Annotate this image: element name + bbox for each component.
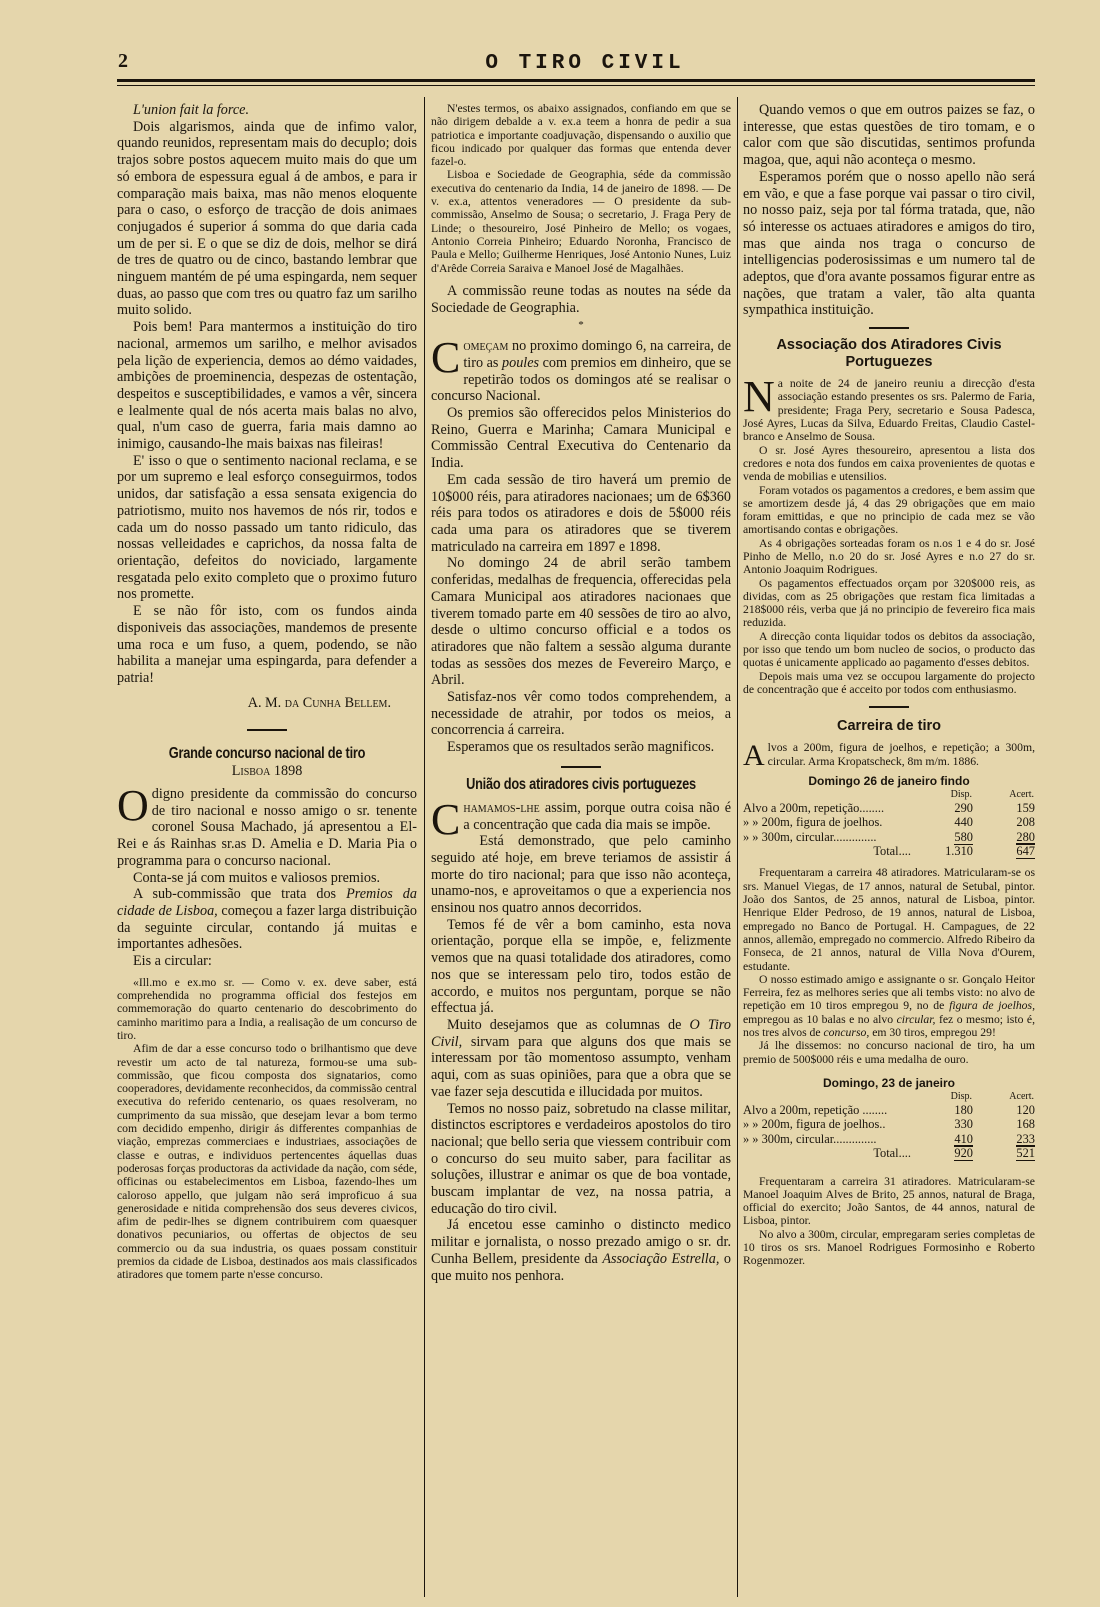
paragraph: Temos fé de vêr a bom caminho, esta nova orientação, porque ella se impõe, e, felizmente vemos que na quasi totalidade dos atiradores, como nos que se interessam pelo tiro, todos estão de accordo, e muitos nos perguntam, porque se não effectua já. xyxy=(431,916,731,1017)
table-row: » » 300m, circular.............. 410 233 xyxy=(743,1131,1035,1146)
article-signature: A. M. da Cunha Bellem. xyxy=(247,694,391,711)
paragraph-part: sirvam para que alguns dos que mais se interessam por tão momentoso assumpto, venham aqui, com as suas opiniões, para que a obra que se vae fazer seja descutida e illucidada por muitos. xyxy=(431,1033,731,1100)
paragraph-emphasis: poules xyxy=(502,354,540,371)
paragraph: A commissão reune todas as noutes na séde da Sociedade de Geographia. xyxy=(431,282,731,316)
paragraph: Conta-se já com muitos e valiosos premios. xyxy=(133,869,381,886)
paragraph-part: no proximo domingo 6, na carreira, de tiro as xyxy=(463,338,731,371)
column-divider xyxy=(424,97,425,1597)
paragraph: As 4 obrigações sorteadas foram os n.os 1 e 4 do sr. José Pinho de Mello, n.o 20 do sr. José Ayres e n.o 27 do sr. Antonio Joaquim Rodrigues. xyxy=(743,536,1035,577)
article-heading: Associação dos Atiradores Civis Portuguezes xyxy=(776,337,1002,371)
table-title: Domingo 26 de janeiro findo xyxy=(808,773,970,788)
paragraph-part: hamamos-lhe xyxy=(463,799,540,816)
paragraph-part: com premios em dinheiro, que se repetirão todos os domingos até se realisar o concurso Nacional. xyxy=(431,354,731,405)
circular-text: «Ill.mo e ex.mo sr. — Como v. ex. deve saber, está comprehendida no programma official dos festejos em commemoração do quarto centenario do descobrimento do caminho maritimo para a India, a realisação de um concurso de tiro. xyxy=(117,975,417,1042)
shooting-results-table xyxy=(743,1090,1035,1161)
paragraph: Já lhe dissemos: no concurso nacional de tiro, ha um premio de 500$000 réis e uma medalha de ouro. xyxy=(743,1039,1035,1066)
paragraph: Em cada sessão de tiro haverá um premio de 10$000 réis, para atiradores nacionaes; um de 6$360 réis para todos os atiradores e dois de 5$000 réis cada uma para os atiradores que se tiverem matriculado na carreira em 1897 e 1898. xyxy=(431,471,731,555)
table-header: Acert. xyxy=(1009,1090,1034,1102)
paragraph: digno presidente da commissão do concurso de tiro nacional e nosso amigo o sr. tenente coronel Sousa Machado, já apresentou a El-Rei e ás Rainhas sr.as D. Amelia e D. Maria Pia o programma para o concurso nacional. xyxy=(117,786,417,869)
page-number: 2 xyxy=(118,50,128,72)
circular-text: Afim de dar a esse concurso todo o brilhantismo que deve revestir um acto de tal natureza, formou-se uma sub-commissão, que ficou composta dos signatarios, como cooperadores, devidamente reconhecidos, da commissão central executiva do referido centenario, os quaes resolveram, no cumprimento da sua missão, que desejam levar a bom termo com decidido empenho, dirigir ás differentes companhias de viação, emprezas commerciaes e industriaes, associações de classe e outras, e individuos pertencentes áquellas duas poderosas forças productoras da actividade da nação, com séde, officinas ou estabelecimentos em Lisboa, fazendo-lhes um caloroso appello, que julgam não será improficuo á sua generosidade e nitida comprehensão dos seus deveres civicos, afim de pedir-lhes se dignem contribuirem com quaesquer donativos pecuniarios, ou offertas de objectos de seu commercio ou da sua industria, os quaes possam constituir premios da cidade de Lisboa, destinados aos mais classificados atiradores que tomem parte n'esse concurso. xyxy=(117,1042,417,1282)
article-heading: Grande concurso nacional de tiro xyxy=(168,745,366,763)
paragraph: Foram votados os pagamentos a credores, e bem assim que se amortizem desde já, 4 das 29 obrigações que em maio foram emittidas, e que no principio de cada mez se vão amortisando contas e obrigações. xyxy=(743,483,1035,537)
table-total-row: Total.... 1.310 647 xyxy=(873,844,1035,859)
paragraph: Quando vemos o que em outros paizes se faz, o interesse, que estas questões de tiro tomam, e o calor com que são discutidas, sentimos profunda magoa, que, aqui não aconteça o mesmo. xyxy=(743,102,1035,169)
table-title: Domingo, 23 de janeiro xyxy=(822,1075,956,1090)
paragraph: O sr. José Ayres thesoureiro, apresentou a lista dos credores e nota dos fundos em caixa provenientes de quotas e venda de mobilias e utensilios. xyxy=(743,443,1035,484)
paragraph: Satisfaz-nos vêr como todos comprehendem, a necessidade de atrahir, por todos os meios, a concorrencia á carreira. xyxy=(431,689,731,739)
paragraph-part: em 30 tiros, empregou 29! xyxy=(872,1026,996,1040)
column-1 xyxy=(117,102,417,1602)
article-heading: União dos atiradores civis portuguezes xyxy=(466,775,696,793)
article-epigraph: L'union fait la force. xyxy=(133,102,250,118)
paragraph-part: empregou as 10 balas e no alvo xyxy=(743,1012,894,1026)
paragraph-emphasis: figura de joelhos, xyxy=(949,999,1035,1013)
table-header: Disp. xyxy=(950,1090,972,1102)
paragraph: lvos a 200m, figura de joelhos, e repetição; a 300m, circular. Arma Kropatscheck, 8m m/m. 1886. xyxy=(767,741,1035,768)
paragraph: E' isso o que o sentimento nacional reclama, e se por um supremo e leal esforço conseguirmos, todos unidos, dar satisfação a essa sensata exigencia do patriotismo, muito nos havemos de nós rir, todos e cada um do nosso passado um tanto ridiculo, das nossas velleidades e caprichos, da nossa falta de orientação, defeitos do noviciado, largamente resgatada pelo exito completo que o proximo futuro nos promette. xyxy=(117,452,417,603)
shooting-results-table xyxy=(743,788,1035,859)
paragraph: Os premios são offerecidos pelos Ministerios do Reino, Guerra e Marinha; Camara Municipal e Commissão Central Executiva do Centenario da India. xyxy=(431,405,731,472)
paragraph: A direcção conta liquidar todos os debitos da associação, por isso que tendo um bom nucleo de socios, o producto das quotas é unicamente applicado ao pagamento d'esses debitos. xyxy=(743,629,1035,670)
header-rule-thick xyxy=(117,79,1035,82)
circular-text: N'estes termos, os abaixo assignados, confiando em que se não dirigem debalde a v. ex.a teem a honra de pedir a sua patriotica e importante coadjuvação, dispensando o auxilio que ficou indicado por qualquer das formas que entenda dever fazel-o. xyxy=(431,102,731,169)
paragraph-emphasis: circular, xyxy=(896,1012,936,1026)
paragraph-emphasis: O Tiro Civil, xyxy=(431,1016,731,1050)
table-header: Disp. xyxy=(950,788,972,800)
paragraph: Dois algarismos, ainda que de infimo valor, quando reunidos, representam mais do decuplo; dois trajos sobre postos aquecem muito mais do que um só embora de espessura egual á de ambos, e para ir comparação mais baixa, mas não menos eloquente para o caso, o esforço de tracção de dois animaes conjugados é superior á somma do que daria cada um de per si. E o que se diz de dois, melhor se dirá de tres de quatro ou de cinco, bastando lembrar que ninguem mantém de pé uma espingarda, nem sequer duas, ao passo que com tres ou quatro faz um sarilho muito solido. xyxy=(117,118,417,319)
paragraph-part: fez o mesmo; isto é, nos tres alvos de xyxy=(743,1012,1035,1040)
separator-asterisk: * xyxy=(578,319,584,332)
paragraph: Esperamos que os resultados serão magnificos. xyxy=(447,739,715,756)
table-header: Acert. xyxy=(1009,788,1034,800)
article-heading: Carreira de tiro xyxy=(837,718,941,735)
table-row: Alvo a 200m, repetição........ 290 159 xyxy=(743,800,1035,815)
circular-text: Lisboa e Sociedade de Geographia, séde da commissão executiva do centenario da India, 14 de janeiro de 1898. — De v. ex.a, attentos veneradores — O presidente da sub-commissão, Anselmo de Sousa; o secretario, J. Fraga Pery de Linde; o thesoureiro, José Pinheiro de Mello; os vogaes, Antonio Correia Pinheiro; Eduardo Noronha, Francisco de Paula e Mello; Guilherme Henriques, José Antonio Nunes, Luiz d'Arêde Correia Saraiva e Manoel José de Magalhães. xyxy=(431,168,731,275)
drop-cap: C xyxy=(431,794,461,844)
table-row: » » 200m, figura de joelhos. 440 208 xyxy=(743,815,1035,830)
column-3 xyxy=(743,102,1035,1602)
paragraph-part: omeçam xyxy=(463,338,509,355)
paragraph: Frequentaram a carreira 31 atiradores. Matricularam-se Manoel Joaquim Alves de Brito, 25 annos, natural de Braga, official do exercito; João Santos, de 44 annos, natural de Lisboa, pintor. xyxy=(743,1174,1035,1228)
paragraph: Está demonstrado, que pelo caminho seguido até hoje, em breve teriamos de assistir á morte do tiro nacional; para que isso não aconteça, unamo-nos, e aproveitamos o que a experiencia nos ensinou nos quatro annos decorridos. xyxy=(431,833,731,917)
paragraph-part: A sub-commissão que trata dos xyxy=(133,886,337,903)
paragraph-part: O nosso estimado amigo e assignante o sr. Gonçalo Heitor Ferreira, fez as melhores series que ali tembs visto: no alvo de repetição em 10 tiros empregou 9, no de xyxy=(743,972,1035,1013)
paragraph: Esperamos porém que o nosso apello não será em vão, e que a fase porque vai passar o tiro civil, no nosso paiz, seja por tal fórma tratada, que, não só interesse os actuaes atiradores e amigos do tiro, mas que ainda nos traga o concurso de intelligencias poderosissimas e um numero tal de adeptos, que d'ora avante possamos figurar entre as nações, que tratam a valer, tão alta quanta sympathica instituição. xyxy=(743,168,1035,319)
paragraph-part: assim, porque outra coisa não é a concentração que cada dia mais se impõe. xyxy=(463,799,731,833)
table-row: » » 300m, circular.............. 580 280 xyxy=(743,829,1035,844)
table-row: » » 200m, figura de joelhos.. 330 168 xyxy=(743,1117,1035,1132)
paragraph: Frequentaram a carreira 48 atiradores. Matricularam-se os srs. Manuel Viegas, de 17 annos, natural de Setubal, pintor. João dos Santos, de 25 annos, natural de Lisboa, pintor. Henrique Elder Pedroso, de 19 annos, natural de Lisboa, empregado no Banco de Portugal. H. Campagues, de 22 annos, allemão, empregado no commercio. Alfredo Ribeiro da Fonseca, de 21 annos, natural de Villa Nova d'Ourem, estudante. xyxy=(743,866,1035,973)
paragraph: Pois bem! Para mantermos a instituição do tiro nacional, armemos um sarilho, e melhor avisados pela lição de experiencia, demos ao démo vaidades, ambições de proeminencia, despezas de ostentação, despeitos e susceptibilidades, e vamos a vêr, sincera e lealmente qual de nós acerta mais balas no alvo, qual, n'um caso de guerra, faria mais damno ao inimigo, causando-lhe mais baixas nas fileiras! xyxy=(117,319,417,453)
paragraph-emphasis: Associação Estrella, xyxy=(602,1250,720,1267)
paragraph: Eis a circular: xyxy=(133,953,212,970)
drop-cap: O xyxy=(117,781,149,831)
header-rule-thin xyxy=(117,85,1035,86)
masthead-title: O TIRO CIVIL xyxy=(485,52,685,75)
paragraph-part: Muito desejamos que as columnas de xyxy=(447,1016,682,1033)
paragraph: No domingo 24 de abril serão tambem conferidas, medalhas de frequencia, offerecidas pela Camara Municipal aos atiradores nacionaes que tiverem tomado parte em 40 sessões de tiro ao alvo, desde o ultimo concurso official e a todos os atiradores que não faltem a sessão alguma durante todas as sessões dos mezes de Fevereiro Março, e Abril. xyxy=(431,555,731,689)
drop-cap: A xyxy=(743,739,765,773)
table-total-row: Total.... 920 521 xyxy=(873,1146,1035,1161)
paragraph: Os pagamentos effectuados orçam por 320$000 reis, as dividas, com as 25 obrigações que restam fica limitadas a 218$000 réis, verba que já no principio de fevereiro fica mais reduzida. xyxy=(743,576,1035,630)
column-2 xyxy=(431,102,731,1602)
column-divider xyxy=(737,97,738,1597)
paragraph-emphasis: Premios da cidade de Lisboa, xyxy=(117,886,417,919)
paragraph: E se não fôr isto, com os fundos ainda disponiveis das associações, mandemos de presente uma roca e um fuso, a quem, podendo, se não habilita a manejar uma espingarda, para defender a patria! xyxy=(117,603,417,686)
paragraph: Depois mais uma vez se occupou largamente do projecto de concentração que é acceito por todos com enthusiasmo. xyxy=(743,669,1035,696)
drop-cap: C xyxy=(431,333,461,383)
table-row: Alvo a 200m, repetição ........ 180 120 xyxy=(743,1102,1035,1117)
paragraph: Temos no nosso paiz, sobretudo na classe militar, distinctos escriptores e verdadeiros apostolos do tiro nacional; que bello seria que viessem contribuir com o concurso do seu muito saber, para facilitar as soluções, illustrar e animar os que de boa vontade, buscam implantar de vez, na nossa patria, a educação do tiro civil. xyxy=(431,1100,731,1217)
drop-cap: N xyxy=(743,372,775,422)
paragraph: No alvo a 300m, circular, empregaram series completas de 10 tiros os srs. Manoel Rodrigues Formosinho e Roberto Rogenmozer. xyxy=(743,1227,1035,1268)
paragraph-part: Já encetou esse caminho o distincto medico militar e jornalista, o nosso prezado amigo o sr. dr. Cunha Bellem, presidente da xyxy=(431,1217,731,1267)
paragraph-emphasis: concurso, xyxy=(823,1026,870,1040)
paragraph: a noite de 24 de janeiro reuniu a direcção d'esta associação estando presentes os srs. Palermo de Faria, presidente; Fraga Pery, secretario e Sousa Padesca, José Ayres, Lucas da Silva, Eduardo Freitas, Claudio Castel-branco e Anselmo de Sousa. xyxy=(743,377,1035,444)
paragraph-part: o que muito nos penhora. xyxy=(431,1250,731,1284)
article-subheading: Lisboa 1898 xyxy=(231,763,303,780)
paragraph-part: começou a fazer larga distribuição da seguinte circular, contando já muitas e importantes adhesões. xyxy=(117,902,417,953)
